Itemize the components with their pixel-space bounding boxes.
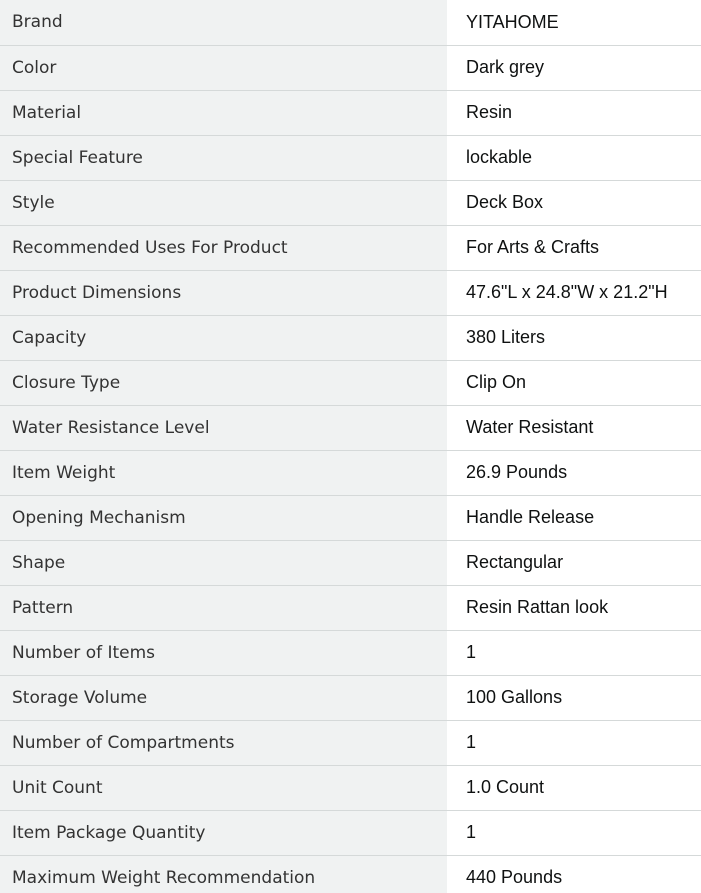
spec-row: [0, 225, 701, 270]
spec-value: 1: [447, 720, 701, 765]
spec-row: [0, 765, 701, 810]
spec-label: Water Resistance Level: [0, 405, 447, 450]
spec-row: [0, 810, 701, 855]
spec-label: Style: [0, 180, 447, 225]
spec-label: Color: [0, 45, 447, 90]
spec-value: 47.6"L x 24.8"W x 21.2"H: [447, 270, 701, 315]
spec-value: 440 Pounds: [447, 855, 701, 893]
spec-row: [0, 45, 701, 90]
spec-label: Brand: [0, 0, 447, 45]
spec-value: Deck Box: [447, 180, 701, 225]
spec-value: 1: [447, 810, 701, 855]
spec-row: [0, 630, 701, 675]
spec-row: [0, 855, 701, 893]
spec-value: 26.9 Pounds: [447, 450, 701, 495]
spec-label: Capacity: [0, 315, 447, 360]
spec-value: Rectangular: [447, 540, 701, 585]
spec-label: Recommended Uses For Product: [0, 225, 447, 270]
spec-value: lockable: [447, 135, 701, 180]
spec-row: [0, 495, 701, 540]
spec-label: Item Package Quantity: [0, 810, 447, 855]
spec-label: Material: [0, 90, 447, 135]
spec-row: [0, 405, 701, 450]
spec-row: [0, 0, 701, 45]
spec-label: Shape: [0, 540, 447, 585]
spec-value: Dark grey: [447, 45, 701, 90]
spec-row: [0, 585, 701, 630]
spec-value: 100 Gallons: [447, 675, 701, 720]
spec-row: [0, 180, 701, 225]
spec-value: Resin: [447, 90, 701, 135]
spec-value: 1.0 Count: [447, 765, 701, 810]
spec-label: Item Weight: [0, 450, 447, 495]
spec-label: Number of Items: [0, 630, 447, 675]
spec-label: Product Dimensions: [0, 270, 447, 315]
spec-value: Water Resistant: [447, 405, 701, 450]
spec-row: [0, 450, 701, 495]
spec-value: 1: [447, 630, 701, 675]
spec-value: YITAHOME: [447, 0, 701, 45]
spec-row: [0, 675, 701, 720]
spec-label: Pattern: [0, 585, 447, 630]
spec-label: Special Feature: [0, 135, 447, 180]
spec-label: Number of Compartments: [0, 720, 447, 765]
spec-value: Handle Release: [447, 495, 701, 540]
spec-row: [0, 135, 701, 180]
spec-label: Closure Type: [0, 360, 447, 405]
spec-row: [0, 90, 701, 135]
spec-label: Unit Count: [0, 765, 447, 810]
spec-row: [0, 540, 701, 585]
spec-label: Opening Mechanism: [0, 495, 447, 540]
spec-row: [0, 720, 701, 765]
spec-value: Clip On: [447, 360, 701, 405]
spec-value: For Arts & Crafts: [447, 225, 701, 270]
spec-label: Maximum Weight Recommendation: [0, 855, 447, 893]
spec-value: 380 Liters: [447, 315, 701, 360]
spec-value: Resin Rattan look: [447, 585, 701, 630]
spec-label: Storage Volume: [0, 675, 447, 720]
spec-row: [0, 360, 701, 405]
spec-row: [0, 315, 701, 360]
spec-row: [0, 270, 701, 315]
